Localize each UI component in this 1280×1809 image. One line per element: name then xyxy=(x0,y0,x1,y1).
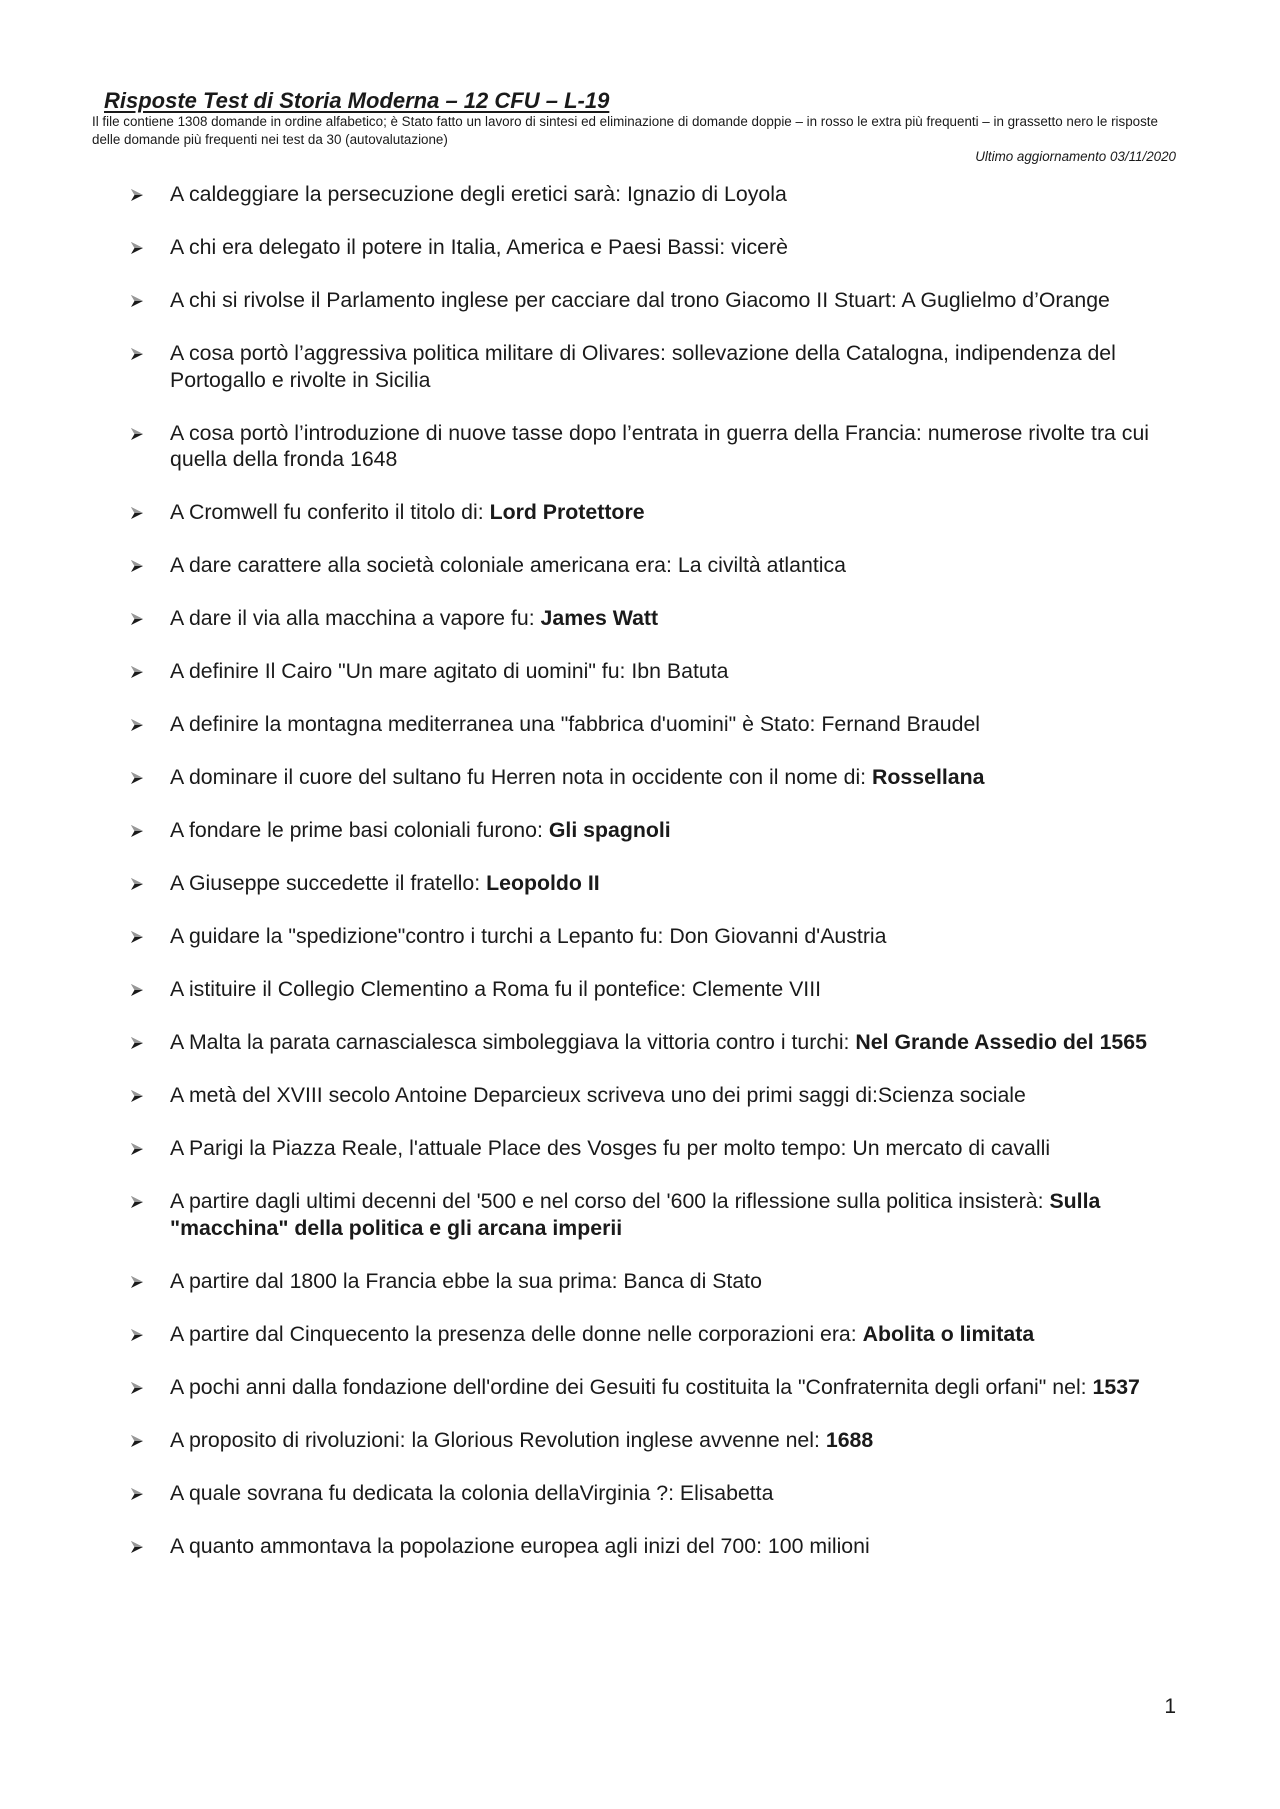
answer-text: A Guglielmo d’Orange xyxy=(901,288,1110,312)
arrowhead-bullet-icon xyxy=(130,877,144,891)
answer-text: Banca di Stato xyxy=(623,1268,762,1293)
question-text: A partire dagli ultimi decenni del '500 e nel corso del '600 la riflessione sulla politica insisterà: xyxy=(170,1189,1050,1213)
question-text: A quanto ammontava la popolazione europea agli inizi del 700: xyxy=(170,1533,768,1558)
question-text: A partire dal Cinquecento la presenza delle donne nelle corporazioni era: xyxy=(170,1321,863,1346)
arrowhead-bullet-icon xyxy=(130,1089,144,1103)
answer-text: Elisabetta xyxy=(679,1480,774,1505)
question-text: A definire Il Cairo "Un mare agitato di uomini" fu: xyxy=(170,659,632,683)
question-text: A proposito di rivoluzioni: la Glorious Revolution inglese avvenne nel: xyxy=(170,1427,826,1452)
arrowhead-bullet-icon xyxy=(130,241,144,255)
question-item xyxy=(0,1321,1280,1348)
question-item xyxy=(0,1188,1280,1241)
arrowhead-bullet-icon xyxy=(130,559,144,573)
question-item xyxy=(0,870,1280,897)
question-item xyxy=(0,1135,1280,1162)
arrowhead-bullet-icon xyxy=(130,427,144,441)
question-item xyxy=(0,817,1280,844)
arrowhead-bullet-icon xyxy=(130,1275,144,1289)
arrowhead-bullet-icon xyxy=(130,665,144,679)
arrowhead-bullet-icon xyxy=(130,506,144,520)
question-item xyxy=(0,181,1280,208)
arrowhead-bullet-icon xyxy=(130,1328,144,1342)
answer-text: sollevazione della Catalogna, indipendenza del Portogallo e rivolte in Sicilia xyxy=(170,341,1116,392)
question-item xyxy=(0,340,1280,393)
arrowhead-bullet-icon xyxy=(130,930,144,944)
question-text: A fondare le prime basi coloniali furono: xyxy=(170,818,549,842)
arrowhead-bullet-icon xyxy=(130,1487,144,1501)
question-text: A partire dal 1800 la Francia ebbe la sua prima: xyxy=(170,1268,624,1293)
question-text: A definire la montagna mediterranea una "fabbrica d'uomini" è Stato: xyxy=(170,712,822,736)
answer-text: numerose rivolte tra cui quella della fronda 1648 xyxy=(170,420,1150,471)
question-text: A cosa portò l’aggressiva politica militare di Olivares: xyxy=(170,341,672,365)
question-item xyxy=(0,923,1280,950)
answer-text: Scienza sociale xyxy=(877,1083,1026,1107)
answer-text: James Watt xyxy=(540,606,659,630)
question-item xyxy=(0,287,1280,314)
arrowhead-bullet-icon xyxy=(130,1142,144,1156)
answer-text: 100 milioni xyxy=(767,1533,870,1558)
question-item xyxy=(0,764,1280,791)
answer-text: Un mercato di cavalli xyxy=(852,1136,1051,1160)
question-text: A Parigi la Piazza Reale, l'attuale Place des Vosges fu per molto tempo: xyxy=(170,1136,853,1160)
question-item xyxy=(0,552,1280,579)
answer-text: 1537 xyxy=(1092,1374,1140,1399)
arrowhead-bullet-icon xyxy=(130,188,144,202)
answer-text: Gli spagnoli xyxy=(548,818,671,842)
arrowhead-bullet-icon xyxy=(130,983,144,997)
question-text: A dare carattere alla società coloniale americana era: xyxy=(170,553,678,577)
answer-text: Nel Grande Assedio del 1565 xyxy=(855,1030,1147,1054)
question-text: A Malta la parata carnascialesca simboleggiava la vittoria contro i turchi: xyxy=(170,1030,856,1054)
last-updated-date: Ultimo aggiornamento 03/11/2020 xyxy=(975,149,1176,164)
question-text: A pochi anni dalla fondazione dell'ordine dei Gesuiti fu costituita la "Confraternita degli orfani" nel: xyxy=(170,1374,1093,1399)
question-item xyxy=(0,658,1280,685)
document-intro: Il file contiene 1308 domande in ordine alfabetico; è Stato fatto un lavoro di sintesi ed eliminazione di domande doppie – in rosso le extra più frequenti – in grassetto nero le risposte delle domande più frequenti nei test da 30 (autovalutazione) xyxy=(92,114,1158,147)
arrowhead-bullet-icon xyxy=(130,612,144,626)
question-item xyxy=(0,605,1280,632)
answer-text: Fernand Braudel xyxy=(821,712,981,736)
arrowhead-bullet-icon xyxy=(130,718,144,732)
question-item xyxy=(0,1268,1280,1295)
question-item xyxy=(0,1374,1280,1401)
answer-text: Lord Protettore xyxy=(489,500,645,524)
arrowhead-bullet-icon xyxy=(130,824,144,838)
answer-text: La civiltà atlantica xyxy=(677,553,846,577)
question-item xyxy=(0,976,1280,1003)
page-number: 1 xyxy=(1164,1695,1176,1718)
answer-text: Rossellana xyxy=(872,765,985,789)
question-item xyxy=(0,1427,1280,1454)
answer-text: Sulla "macchina" della politica e gli arcana imperii xyxy=(170,1189,1101,1240)
answer-text: Don Giovanni d'Austria xyxy=(669,924,887,948)
question-text: A Cromwell fu conferito il titolo di: xyxy=(170,500,490,524)
question-item xyxy=(0,1029,1280,1056)
answer-text: Clemente VIII xyxy=(692,977,822,1001)
question-text: A chi si rivolse il Parlamento inglese per cacciare dal trono Giacomo II Stuart: xyxy=(170,288,902,312)
question-text: A istituire il Collegio Clementino a Roma fu il pontefice: xyxy=(170,977,693,1001)
arrowhead-bullet-icon xyxy=(130,1195,144,1209)
question-item xyxy=(0,420,1280,473)
arrowhead-bullet-icon xyxy=(130,1381,144,1395)
question-text: A metà del XVIII secolo Antoine Deparcieux scriveva uno dei primi saggi di: xyxy=(170,1083,878,1107)
question-list xyxy=(0,181,1280,1586)
arrowhead-bullet-icon xyxy=(130,1434,144,1448)
question-text: A guidare la "spedizione"contro i turchi a Lepanto fu: xyxy=(170,924,670,948)
document-title: Risposte Test di Storia Moderna – 12 CFU – L-19 xyxy=(104,88,610,113)
question-text: A dare il via alla macchina a vapore fu: xyxy=(170,606,541,630)
question-text: A chi era delegato il potere in Italia, America e Paesi Bassi: xyxy=(170,235,732,259)
question-item xyxy=(0,711,1280,738)
arrowhead-bullet-icon xyxy=(130,771,144,785)
answer-text: vicerè xyxy=(731,235,788,259)
question-text: A caldeggiare la persecuzione degli eretici sarà: xyxy=(170,182,627,206)
answer-text: Leopoldo II xyxy=(486,871,600,895)
question-text: A quale sovrana fu dedicata la colonia dellaVirginia ?: xyxy=(170,1480,680,1505)
question-text: A Giuseppe succedette il fratello: xyxy=(170,871,487,895)
answer-text: Abolita o limitata xyxy=(862,1321,1035,1346)
question-text: A cosa portò l’introduzione di nuove tasse dopo l’entrata in guerra della Francia: xyxy=(170,420,928,445)
arrowhead-bullet-icon xyxy=(130,1540,144,1554)
answer-text: Ibn Batuta xyxy=(631,659,729,683)
arrowhead-bullet-icon xyxy=(130,347,144,361)
question-item xyxy=(0,1082,1280,1109)
question-item xyxy=(0,1533,1280,1560)
answer-text: Ignazio di Loyola xyxy=(626,182,787,206)
question-item xyxy=(0,1480,1280,1507)
arrowhead-bullet-icon xyxy=(130,1036,144,1050)
question-text: A dominare il cuore del sultano fu Herren nota in occidente con il nome di: xyxy=(170,765,873,789)
answer-text: 1688 xyxy=(825,1427,874,1452)
question-item xyxy=(0,234,1280,261)
arrowhead-bullet-icon xyxy=(130,294,144,308)
question-item xyxy=(0,499,1280,526)
